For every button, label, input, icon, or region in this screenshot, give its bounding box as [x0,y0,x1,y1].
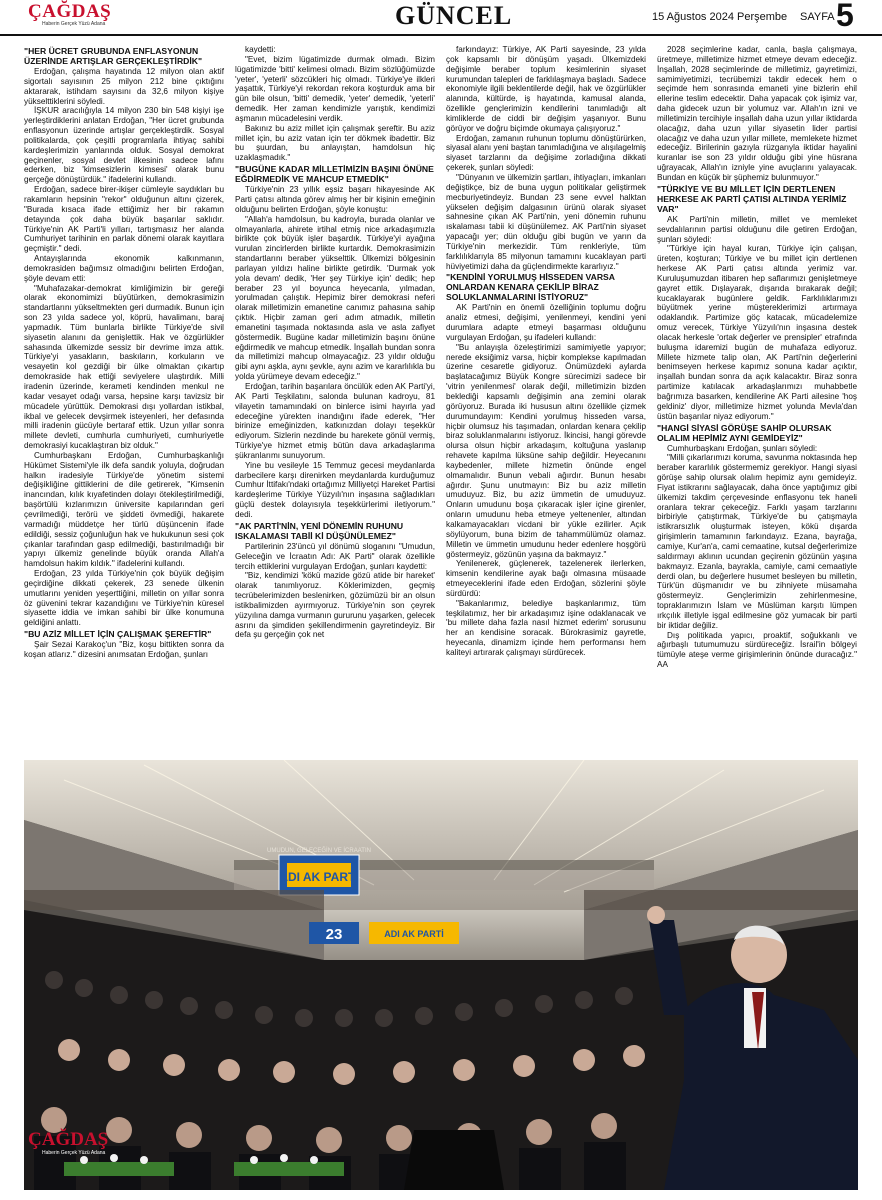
article-column-1 [24,45,224,660]
section-title: GÜNCEL [395,1,513,30]
newspaper-logo[interactable] [28,2,140,28]
article-subheading: "BUGÜNE KADAR MİLLETİMİZİN BAŞINI ÖNÜNE EĞDİRMEDİK VE MAHCUP ETMEDİK" [235,164,434,185]
bottom-logo-name: ÇAĞDAŞ [28,1129,109,1150]
article-column-4 [657,45,857,670]
banner-right-text: ADI AK PARTİ [384,929,444,939]
bottom-logo-tagline: Haberin Gerçek Yüzü Adana [42,1150,106,1156]
logo-tagline: Haberin Gerçek Yüzü Adana [42,21,106,27]
banner-small-text: UMUDUN, GELECEĞİN VE İCRAATIN [267,848,371,854]
article-paragraph: 2028 seçimlerine kadar, canla, başla çalışmaya, üretmeye, milletimize hizmet etmeye devam edeceğiz. İnşallah, 2028 seçimlerinde de milletimiz, gayretimizi, samimiyetimizi, tecrübemizi takdir edecek hem o seçimde hem sonrasında emaneti yine bizlerin ehil ellerine teslim edecektir. Daha yapacak çok işimiz var, daha gidecek uzun bir yolumuz var. Allah'ın izni ve milletimizin tercihiyle inşallah daha uzun yıllar iktidarda olacağız, daha uzun yıllar siyasetin lider partisi olacağız ve daha uzun yıllar millete, memlekete hizmet edeceğiz. Birilerinin gazıyla rüzgarıyla iktidar hayalini kuranlar ise son 23 yıldır olduğu gibi yine hüsrana uğrayacak, Allah'ın izniyle yine avuçlarını yalayacak. Bundan en küçük bir şüphemiz bulunmuyor." [657,45,857,182]
article-paragraph: Erdoğan, zamanın ruhunun toplumu dönüştürürken, siyasal alanı yeni baştan tanımladığına ve alışılagelmiş siyaset tarzlarını da değişime zorladığına dikkati çekerek, şunları söyledi: [446,133,646,173]
article-subheading: "HER ÜCRET GRUBUNDA ENFLASYONUN ÜZERİNDE ARTIŞLAR GERÇEKLEŞTİRDİK" [24,46,203,66]
event-photo-illustration [24,760,858,1190]
article-paragraph: "Evet, bizim lügatimizde durmak olmadı. Bizim lügatimizde 'bitti' kelimesi olmadı. Bizim sözlüğümüzde 'yeter', 'yeterli' sözcükleri hiç olmadı. Türkiye'ye ilkleri yaşattık, Türkiye'yi rekordan rekora koşturduk ama bir gün bile olsun, 'bitti' demedik, 'yeter' demedik, 'yeterli' demedik. Her zaman kendimizle yarıştık, kendimizi aşmanın mücadelesini verdik. [235,54,435,123]
article-paragraph: İŞKUR aracılığıyla 14 milyon 230 bin 548 kişiyi işe yerleştirdiklerini anlatan Erdoğan, "Her ücret grubunda enflasyonun üzerinde artışlar gerçekleştirdik. Sosyal politikalarda, çok çeşitli programlarla ihtiyaç sahibi kardeşlerimizin yanlarında olduk. Sosyal demokrat geçinenler, sosyal devlet ilkesinin sadece lafını ederken, biz 'kimsesizlerin kimsesi' olarak bunu gerçeğe dönüştürdük." ifadelerini kullandı. [24,106,224,185]
article-paragraph: Yenilenerek, güçlenerek, tazelenerek ilerlerken, kimsenin kendilerine ayak bağı olmasına müsaade etmeyeceklerini ifade eden Erdoğan, sözlerini şöyle sürdürdü: [446,559,646,598]
stage-speaker-icon [404,1130,504,1190]
article-subheading: "TÜRKİYE VE BU MİLLET İÇİN DERTLENEN HERKESE AK PARTİ ÇATISI ALTINDA YERİMİZ VAR" [657,183,847,214]
article-paragraph: "Allah'a hamdolsun, bu kadroyla, burada olanlar ve olmayanlarla, ahirete irtihal etmiş nice arkadaşımızla birlikte çok büyük işler başardık. Türkiye'yi ayağına vurulan zincirlerden birlikte kurtardık. Demokrasimizin standartlarını beraber yükselttik. Ülkemizi bölgesinin parlayan yıldızı haline birlikte getirdik. 'Durmak yok yola devam' dedik, 'Her şey Türkiye için' dedik; hep beraber 23 yıl boyunca heyecanla, yılmadan, yorulmadan çalıştık. Hepimiz birer demokrasi neferi olarak milletimizin emanetine canımız pahasına sahip çıktık. Hiçbir zaman geri adım atmadık, milletin emanetini taşımada noktasında asla ve asla zafiyet göstermedik. Bugüne kadar milletimizin başını önüne eğdirmedik ve mahcup etmedik. İnşallah bundan sonra da milletimizi mahcup olmayacağız. 23 yıldır olduğu gibi aynı aşkla, aynı şevkle, aynı azim ve kararlılıkla bu yolda yürümeye devam edeceğiz." [235,214,435,382]
article-paragraph: Dış politikada yapıcı, proaktif, soğukkanlı ve ağırbaşlı tutumumuzu sürdüreceğiz. İsrail'in bölgeyi tümüyle ateşe verme girişimlerinin önünde duracağız." AA [657,630,857,670]
article-subheading: "BU AZİZ MİLLET İÇİN ÇALIŞMAK ŞEREFTİR" [24,629,212,640]
article-paragraph: "Milli çıkarlarımızı koruma, savunma noktasında hep beraber kararlılık göstermemiz gerekiyor. Hangi siyasi görüşe sahip olursak olalım hepimiz aynı gemideyiz. Fiyat istikrarını sağlayacak, daha önce yaptığımız gibi ülkemizi takdim çerçevesinde enflasyonu tek haneli oranlara tekrar çekeceğiz. Farklı yaşam tarzlarını birbiriyle çatıştırmak, Türkiye'de bu çatışmayla istikrarsızlık oluşturmak isteyen, kökü dışarda girişimlerin tamamının farkındayız. Ezana, bayrağa, camiye, Kur'an'a, cami cemaatine, kutsal değerlerimize saldırmayı aklının ucundan geçirenin gözünün yaşına bakmayız. Ezanla, bayrakla, camiyle, cami cemaatiyle derdi olan, bu değerlere husumet besleyen bu milletin, Türk'ün düşmanıdır ve bu zihniyete müsamaha göstermeyiz. Gençlerimizin zehirlenmesine, topraklarımızın İslam ve Müslüman karşıtı lümpen ırkçılık illetiyle işgal edilmesine göz yumacak bir parti bir iktidar değiliz. [657,453,857,630]
article-paragraph: Şair Sezai Karakoç'un "Biz, koşu bittikten sonra da koşan atlarız." dizesini anımsatan Erdoğan, şunları [24,640,224,659]
article-paragraph: Erdoğan, çalışma hayatında 12 milyon olan aktif sigortalı sayısının 25 milyon 212 bine çıktığını aktararak, istihdam sayısını da 32,6 milyon kişiye yükselttiklerini söyledi. [24,67,224,106]
article-paragraph: kaydetti: [245,45,276,54]
article-subheading: "KENDİNİ YORULMUŞ HİSSEDEN VARSA ONLARDAN KENARA ÇEKİLİP BİRAZ SOLUKLANMALARINI İSTİYORUZ" [446,272,615,303]
article-paragraph: "Dünyanın ve ülkemizin şartları, ihtiyaçları, imkanları değiştikçe, biz de buna uygun politikalar geliştirmek mecburiyetindeyiz. Bundan 23 sene evvel halktan yükselen değişim dalgasının ürünü olarak siyaset sahnesine çıkan AK Parti'nin, yeni dönemin ruhunu ıskalaması tabii ki düşünülemez. AK Parti'nin siyaset yapacağı yer; dün olduğu gibi bugün ve yarın da Türkiye'nin merkezidir. Tüm renkleriyle, tüm farklılıklarıyla 85 milyonun tamamını kucaklayan parti hüviyetimizi daha da güçlendirmekte kararlıyız." [446,172,646,271]
event-photo [24,760,858,1190]
article-paragraph: AK Parti'nin en önemli özelliğinin toplumu doğru analiz etmesi, değişimi, yenilenmeyi, kendini yeni durumlara adapte etmeyi başarması olduğunu vurgulayan Erdoğan, şu ifadeleri kullandı: [446,303,646,342]
article-subheading: "AK PARTİ'NİN, YENİ DÖNEMİN RUHUNU ISKALAMASI TABİİ Kİ DÜŞÜNÜLEMEZ" [235,520,404,541]
banner-number: 23 [325,926,343,943]
article-paragraph: Erdoğan, sadece birer-ikişer cümleyle saydıkları bu rakamların hepsinin "rekor" olduğunun altını çizerek, "Burada kısaca ifade ettiğimiz her bir rakamın detayında çok daha büyük başarılar saklıdır. Türkiye'nin AK Parti'li yılları, tartışmasız her alanda Cumhuriyet tarihinin en parlak dönemi olarak kayıtlara geçmiştir." dedi. [24,185,224,254]
banner-left-text: ADI AK PARTİ [279,870,359,884]
article-subheading: "HANGİ SİYASİ GÖRÜŞE SAHİP OLURSAK OLALIM HEPİMİZ AYNI GEMİDEYİZ" [657,422,832,443]
article-paragraph: Yine bu vesileyle 15 Temmuz gecesi meydanlarda darbecilere karşı direnirken meydanlarda kurduğumuz Cumhur İttifakı'ndaki ortağımız Milliyetçi Hareket Partisi kardeşlerime Türkiye Yüzyılı'nın inşasına sağladıkları güçlü destek dolayısıyla teşekkürlerimi iletiyorum." dedi. [235,460,435,519]
article-paragraph: "Bu anlayışla özeleştirimizi samimiyetle yapıyor; nerede eksiğimiz varsa, hiçbir komplekse kapılmadan üzerine cesaretle gidiyoruz. Önümüzdeki aylarda başlatacağımız Büyük Kongre sürecimizi sadece bir 'vitrin yenilenmesi' olarak değil, milletimizin bizden beklediği kapsamlı değişimin ana zemini olarak görüyoruz. Burada iki hususun altını özellikle çizmek durumundayım: Kendini yorulmuş hisseden varsa, hiçbir olumsuz his taşımadan, onlardan kenara çekilip biraz soluklanmalarını istiyoruz. İkincisi, hangi görevde olursa olsun hiçbir arkadaşım, koltuğuna yaslanıp rehavete kapılma lüksüne sahip değildir. Heyecanını kaybedenler, millete hizmetin önünde engel olmamalıdır. Bunun vebali ağırdır. Bunun hesabı ağırdır. Şunu unutmayın: Biz bu aziz milletin umuduyuz. Biz, bu aziz ümmetin de umuduyuz. Onların umudunu boşa çıkaracak işler içine girenler, onların umudunu heba etmeye yeltenenler, altından kalkamayacakları vicdani bir yükle ezilirler. Açık söylüyorum, buna bizim de tahammülümüz olamaz. Milletin ve ümmetin umudunu heder edenlere hoşgörü göstermeyiz, gözünün yaşına da bakmayız." [446,342,646,559]
article-paragraph: Cumhurbaşkanı Erdoğan, şunları söyledi: [667,443,818,453]
page-number: 5 [836,0,854,33]
article-paragraph: "Muhafazakar-demokrat kimliğimizin bir gereği olarak ekonomimizi büyütürken, demokrasimizin standartlarını yükseltmekten geri durmadık. Bunun için son 23 yılda sadece yol, köprü, havalimanı, baraj yapmadık. Tüm bunlarla birlikte Türkiye'de sivil siyasetin alanını da genişlettik. Hak ve özgürlükler sahasında ülkemizde sessiz bir devrime imza attık. Türkiye'yi yasakların, baskıların, korkuların ve vesayetin kol gezdiği bir ülke olmaktan çıkartıp demokraside hak ettiği seviyelere ulaştırdık. Milli iradenin üzerinde, kerameti kendinden menkul ne kadar vesayet odağı varsa, hepsine karşı tavizsiz bir mücadele yürüttük. Demokrasi dışı yollardan istikbal, ikbal ve gelecek devşirmek isteyenleri, her defasında milli iradenin gücüyle bertaraf ettik. Uzun yıllar sonra millete devleti, cumhurla cumhuriyeti, cumhuriyetle demokrasiyi kucaklaştıran biz olduk." [24,283,224,451]
article-paragraph: "Bakanlarımız, belediye başkanlarımız, tüm teşkilatımız, her bir arkadaşımız işine odaklanacak ve 'bu millete daha fazla nasıl hizmet ederim' sorusunu her an kendisine soracak. Bürokrasimiz gayretle, heyecanla, dinamizm içinde hem performansı hem kaliteyi artırarak çalışmayı sürdürecek. [446,598,646,657]
article-paragraph: Türkiye'nin 23 yıllık eşsiz başarı hikayesinde AK Parti çatısı altında görev almış her bir kişinin emeğinin olduğunu belirten Erdoğan, şöyle konuştu: [235,185,435,214]
article-paragraph: farkındayız: Türkiye, AK Parti sayesinde, 23 yılda çok kapsamlı bir dönüşüm yaşadı. Ülkemizdeki değişimle beraber toplum kesimlerinin siyaset kurumundan talepleri de farklılaşmaya başladı. Sadece ekonomiyle ilgili beklentilerde değil, hak ve özgürlükler alanında, kültürde, iş hayatında, kamusal alanda, özellikle gençlerimizin kendilerini tanımladığı alt kimliklerde de ciddi bir değişim yaşanıyor. Bunu görüyor ve doğru biçimde okumaya çalışıyoruz." [446,45,646,133]
article-paragraph: AK Parti'nin milletin, millet ve memleket sevdalılarının partisi olduğunu dile getiren Erdoğan, şunları söyledi: [657,214,857,244]
page-label: SAYFA [800,11,835,23]
article-column-3 [446,45,646,658]
article-paragraph: Erdoğan, 23 yılda Türkiye'nin çok büyük değişim geçirdiğine dikkati çekerek, 23 senede ülkenin umutlarını yeniden yeşerttiğini, milletin on yıllar sonra öz güvenini tekrar kazandığını ve Türkiye'nin küresel siyasette iddia ve imkan sahibi bir ülke konumuna geldiğini anlattı. [24,569,224,628]
article-paragraph: Partilerinin 23'üncü yıl dönümü sloganını "Umudun, Geleceğin ve İcraatın Adı: AK Parti" olarak özellikle tercih ettiklerini vurgulayan Erdoğan, şunları kaydetti: [235,541,435,571]
page-header [0,0,882,36]
logo-name: ÇAĞDAŞ [28,1,112,22]
article-paragraph: "Türkiye için hayal kuran, Türkiye için çalışan, üreten, koşturan; Türkiye ve bu millet için dertlenen herkese AK Parti çatısı altında yerimiz var. Kuruluşumuzdan itibaren hep saflarımızı genişletmeye gayret ettik. Dışlayarak, dışarıda bırakarak değil; kucaklayarak bugünlere geldik. Farklılıklarımızı büyütmek yerine müştereklerimizi artırmaya odaklandık. Partimize göç katacak, mücadelemize omuz verecek, Türkiye Yüzyılı'nın inşasına destek olacak herkesle 'ortak değerler ve prensipler' etrafında buluşma idaremizi bugün de muhafaza ediyoruz. Millete hizmete talip olan, AK Parti'nin değerlerini benimseyen herkese kapımız sonuna kadar açıktır, inşallah bundan sonra da açık kalacaktır. Biraz sonra partimize katılacak arkadaşlarımızı muhabbetle bağrımıza basarken, kendilerine AK Parti ailesine 'hoş geldiniz' diyor, milletimize hizmet yolunda Mevla'dan üstün başarılar niyaz ediyorum." [657,244,857,421]
article-columns [24,45,858,755]
article-paragraph: Cumhurbaşkanı Erdoğan, Cumhurbaşkanlığı Hükümet Sistemi'yle ilk defa sandık yoluyla, doğrudan halkın iradesiyle Türkiye'de yönetim sistemi değişikliğine gittiklerini de dile getirerek, "Kimsenin inancından, kılık kıyafetinden dolayı ötekileştirilmediği, başörtülü kızlarımızın üniversite kapılarından geri çevrilmediği, terörü ve şiddeti övmediği, hakarete varmadığı müddetçe her türlü düşüncenin ifade edildiği, sessiz çoğunluğun hak ve hukukunun sesi çok çıkanlar tarafından gasp edilmediği, bastırılmadığı bir yapıyı ülkemiz genelinde büyük oranda Allah'a hamdolsun hakim kıldık." ifadelerini kullandı. [24,450,224,569]
issue-date: 15 Ağustos 2024 Perşembe [652,11,788,23]
bottom-logo[interactable] [28,1130,108,1156]
article-paragraph: "Biz, kendimizi 'kökü mazide gözü atide bir hareket' olarak tanımlıyoruz. Köklerimizden, geçmiş tecrübelerimizden beslenirken, gözümüzü bir an olsun istikbalimizden ayırmıyoruz. Türkiye'nin son çeyrek yüzyılına damga vurmanın gururunu yaşarken, gelecek asrını da şimdiden şekillendirmenin gayretindeyiz. Bir defa şu gerçeğin çok net [235,571,435,640]
article-column-2 [235,45,435,640]
article-paragraph: Bakınız bu aziz millet için çalışmak şereftir. Bu aziz millet için, bu aziz vatan için ter dökmek ibadettir. Biz bu şuurdan, bu anlayıştan, hamdolsun hiç uzaklaşmadık." [235,123,435,163]
article-paragraph: Erdoğan, tarihin başarılara öncülük eden AK Parti'yi, AK Parti Teşkilatını, salonda bulunan kadroyu, 81 vilayetin tamamındaki on binlerce isimi hayırla yad edeceğine yürekten inandığını ifade ederek, "Her birinize emeğinizden, katkınızdan dolayı teşekkür ediyorum. Sizlerin nezdinde bu harekete gönül vermiş, Türkiye'ye hizmet etmiş bütün dava arkadaşlarıma şükranlarımı sunuyorum. [235,382,435,460]
article-paragraph: Antayışlarında ekonomik kalkınmanın, demokrasiden bağımsız olmadığını belirten Erdoğan, şöyle devam etti: [24,254,224,283]
